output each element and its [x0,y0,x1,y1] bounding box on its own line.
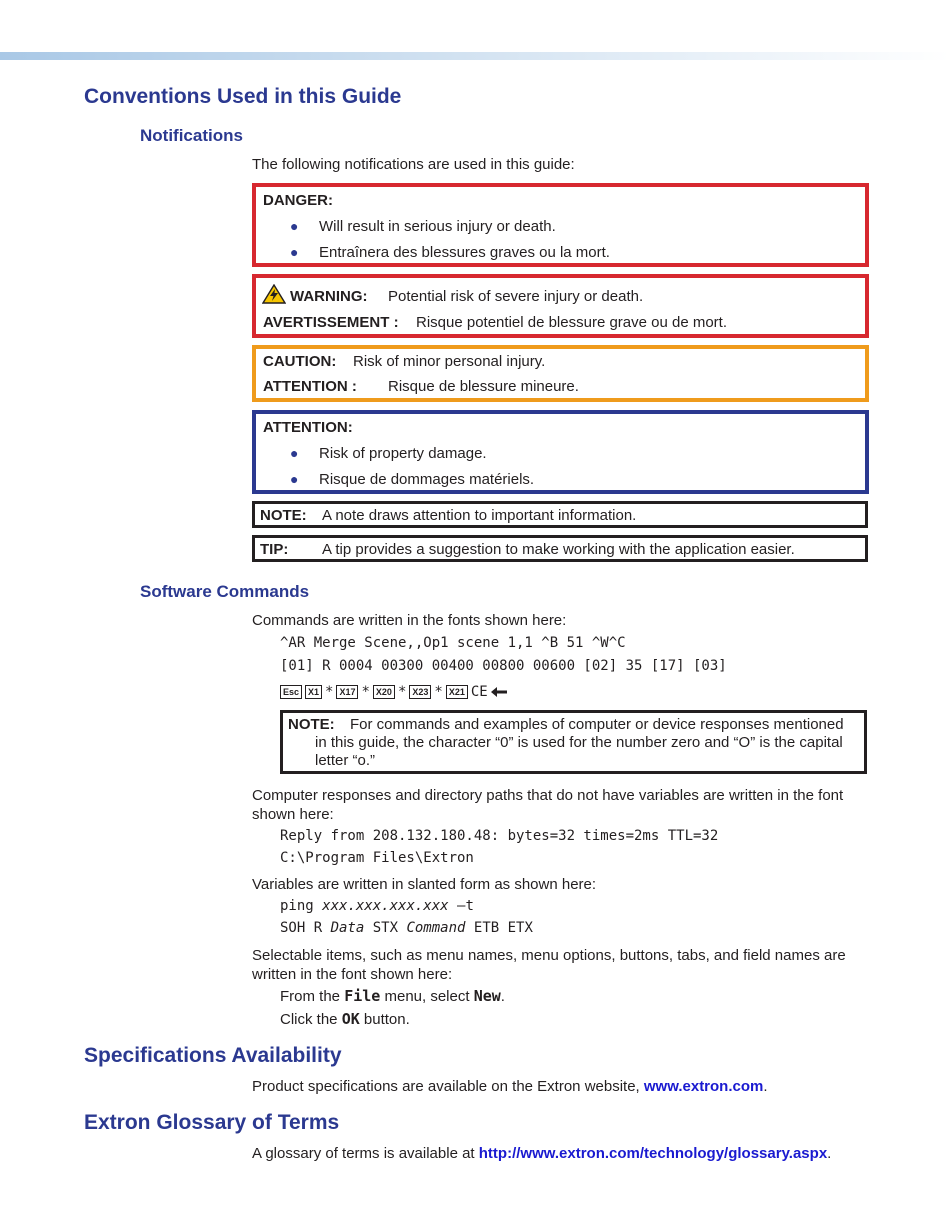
specs-text [252,1077,862,1096]
key-ce: CE [470,684,488,700]
subsection-title-notifications: Notifications [140,126,243,145]
section-title-conventions: Conventions Used in this Guide [84,85,402,108]
section-title-specifications: Specifications Availability [84,1044,342,1067]
selectable-text: Click the [280,1011,342,1028]
selectable-text: menu, select [380,988,474,1005]
bullet-icon: ● [290,218,299,234]
glossary-text [252,1144,902,1163]
bullet-icon: ● [290,471,299,487]
variable-italic: Data [330,920,365,936]
selectable-example-2 [280,1010,410,1028]
danger-item: Will result in serious injury or death. [319,218,556,235]
specs-text-body: Product specifications are available on the Extron website, [252,1078,644,1095]
key-asterisk: * [361,684,370,700]
tip-text: A tip provides a suggestion to make working with the application easier. [322,541,795,558]
caution-label: CAUTION: [263,353,337,370]
key-asterisk: * [434,684,443,700]
note-box [252,501,868,528]
selectable-text: From the [280,988,345,1005]
warning-text-fr: Risque potentiel de blessure grave ou de mort. [416,314,728,331]
selectable-example-1 [280,987,505,1005]
selectable-item: OK [341,1010,360,1028]
notifications-intro: The following notifications are used in this guide: [252,156,575,173]
key-variable: X23 [409,685,431,699]
key-esc: Esc [280,685,302,699]
danger-item: Entraînera des blessures graves ou la mort. [319,244,610,261]
specs-text-end: . [763,1078,768,1095]
danger-box [252,183,869,267]
key-sequence [280,684,507,700]
header-gradient-bar [0,52,950,60]
command-note-text: in this guide, the character “0” is used for the number zero and “O” is the capital [315,734,843,751]
variable-italic: xxx.xxx.xxx.xxx [322,898,449,914]
glossary-text-body: A glossary of terms is available at [252,1145,479,1162]
warning-text: Potential risk of severe injury or death. [388,288,644,305]
extron-website-link[interactable]: www.extron.com [643,1078,764,1095]
section-title-glossary: Extron Glossary of Terms [84,1111,340,1134]
subsection-title-software-commands: Software Commands [140,582,310,601]
key-asterisk: * [397,684,407,700]
variable-italic: Command [406,920,466,936]
software-intro: Commands are written in the fonts shown here: [252,612,567,629]
selectable-text: button. [359,1011,410,1028]
attention-item: Risk of property damage. [319,445,487,462]
command-note-box [280,710,867,774]
caution-text-fr: Risque de blessure mineure. [388,378,579,395]
warning-label-fr: AVERTISSEMENT : [263,314,399,331]
enter-arrow-icon [491,687,507,697]
command-note-label: NOTE: [288,716,335,733]
bullet-icon: ● [290,244,299,260]
selectable-intro [252,946,892,984]
attention-box [252,410,869,494]
selectable-item: File [344,987,381,1005]
variable-example-1 [280,898,474,914]
key-asterisk: * [325,684,334,700]
variables-intro: Variables are written in slanted form as shown here: [252,876,597,893]
tip-box [252,535,868,562]
selectable-item: New [473,987,501,1005]
bullet-icon: ● [290,445,299,461]
responses-intro-line: Computer responses and directory paths that do not have variables are written in the font [252,787,844,804]
caution-text: Risk of minor personal injury. [353,353,546,370]
caution-label-fr: ATTENTION : [263,378,357,395]
tip-label: TIP: [260,541,289,558]
key-variable: X20 [373,685,395,699]
attention-item: Risque de dommages matériels. [319,471,535,488]
response-example-2: C:\Program Files\Extron [280,850,474,866]
command-note-text: letter “o.” [315,752,376,769]
warning-box [252,274,869,338]
key-variable: X21 [446,685,468,699]
caution-box [252,345,869,402]
key-variable: X1 [305,685,322,699]
glossary-text-end: . [827,1145,832,1162]
command-example-1: ^AR Merge Scene,,Op1 scene 1,1 ^B 51 ^W^C [280,635,626,651]
key-variable: X17 [336,685,358,699]
danger-label: DANGER: [263,192,333,209]
selectable-intro-line: Selectable items, such as menu names, menu options, buttons, tabs, and field names are [252,947,846,964]
note-text: A note draws attention to important information. [322,507,637,524]
note-label: NOTE: [260,507,307,524]
selectable-text: . [500,988,505,1005]
command-note-text: For commands and examples of computer or device responses mentioned [350,716,844,733]
attention-label: ATTENTION: [263,419,353,436]
variable-text: —t [448,898,474,914]
variable-text: STX [364,920,407,936]
response-example-1: Reply from 208.132.180.48: bytes=32 times=2ms TTL=32 [280,828,719,844]
glossary-link[interactable]: http://www.extron.com/technology/glossary.aspx [478,1145,828,1162]
variable-text: ping [280,898,323,914]
warning-label: WARNING: [290,288,368,305]
selectable-intro-line: written in the font shown here: [252,966,453,983]
variable-example-2 [280,920,533,936]
variable-text: SOH R [280,920,331,936]
command-example-2: [01] R 0004 00300 00400 00800 00600 [02] 35 [17] [03] [280,658,727,674]
variable-text: ETB ETX [465,920,533,936]
warning-triangle-icon [262,284,286,304]
responses-intro [252,786,892,824]
responses-intro-line: shown here: [252,806,334,823]
